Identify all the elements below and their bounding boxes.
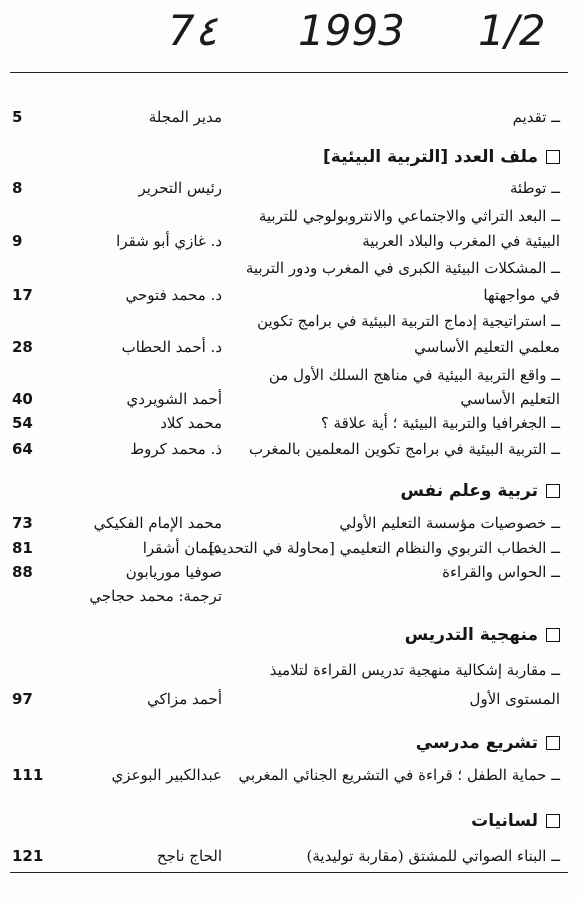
checkbox-square-icon (546, 484, 560, 498)
entry-title: ــ الجغرافيا والتربية البيئية ؛ أية علاقة ؟ (320, 414, 560, 432)
page-number: 111 (12, 766, 44, 784)
toc-row (0, 203, 582, 231)
section-heading (0, 144, 582, 174)
toc-row (0, 334, 582, 362)
toc-row (0, 583, 582, 611)
section-title: تشريع مدرسي (415, 733, 538, 753)
entry-title: ــ حماية الطفل ؛ قراءة في التشريع الجنائي المغربي (238, 766, 560, 784)
page-number: 9 (12, 232, 23, 250)
entry-title: ــ البناء الصواتي للمشتق (مقاربة توليدية) (306, 847, 560, 865)
page-number: 64 (12, 440, 33, 458)
page-number: 73 (12, 514, 33, 532)
checkbox-square-icon (546, 814, 560, 828)
entry-title: البيئية في المغرب والبلاد العربية (362, 232, 560, 250)
section-heading (0, 478, 582, 508)
page-number: 40 (12, 390, 33, 408)
section-title: لسانيات (471, 811, 538, 831)
toc-row (0, 686, 582, 714)
toc-row (0, 308, 582, 336)
entry-title: ــ الحواس والقراءة (442, 563, 560, 581)
entry-title: في مواجهتها (483, 286, 560, 304)
section-heading (0, 730, 582, 760)
entry-title: ــ خصوصيات مؤسسة التعليم الأولي (339, 514, 560, 532)
entry-title: معلمي التعليم الأساسي (414, 338, 560, 356)
checkbox-square-icon (546, 150, 560, 164)
page-number: 54 (12, 414, 33, 432)
toc-row (0, 104, 582, 132)
page-number: 88 (12, 563, 33, 581)
page-number: 8 (12, 179, 23, 197)
section-title: منهجية التدريس (404, 625, 538, 645)
author: عثمان أشقرا (142, 539, 222, 557)
toc-row (0, 436, 582, 464)
author: د. غازي أبو شقرا (116, 232, 222, 250)
entry-title: المستوى الأول (469, 690, 560, 708)
toc-row (0, 657, 582, 685)
page-number: 121 (12, 847, 44, 865)
author: د. أحمد الحطاب (121, 338, 222, 356)
handwritten-fraction: 1/2 (478, 6, 546, 55)
top-rule (10, 72, 568, 73)
entry-title: التعليم الأساسي (460, 390, 560, 408)
author: رئيس التحرير (138, 179, 222, 197)
page-number: 97 (12, 690, 33, 708)
author: محمد الإمام الفكيكي (93, 514, 222, 532)
entry-title: ــ الخطاب التربوي والنظام التعليمي [محاولة في التحديد] (208, 539, 560, 557)
toc-row (0, 228, 582, 256)
entry-title: ــ البعد التراثي والاجتماعي والانتروبولوجي للتربية (258, 207, 560, 225)
author: د. محمد فتوحي (125, 286, 222, 304)
entry-title: ــ توطئة (510, 179, 560, 197)
toc-row (0, 255, 582, 283)
checkbox-square-icon (546, 628, 560, 642)
author: ذ. محمد كروط (130, 440, 222, 458)
page-number: 81 (12, 539, 33, 557)
author: أحمد مزاكي (147, 690, 222, 708)
page-number: 28 (12, 338, 33, 356)
author: محمد كلاد (160, 414, 222, 432)
page-number: 17 (12, 286, 33, 304)
entry-title: ــ المشكلات البيئية الكبرى في المغرب ودور التربية (245, 259, 560, 277)
entry-title: ــ واقع التربية البيئية في مناهج السلك الأول من (268, 366, 560, 384)
author: أحمد الشويردي (126, 390, 222, 408)
section-title: ملف العدد [التربية البيئية] (323, 147, 538, 167)
author: عبدالكبير البوعزي (111, 766, 222, 784)
entry-title: ــ التربية البيئية في برامج تكوين المعلمين بالمغرب (249, 440, 560, 458)
section-heading (0, 622, 582, 652)
toc-row (0, 282, 582, 310)
toc-row (0, 843, 582, 871)
translator: ترجمة: محمد حجاجي (89, 587, 222, 605)
toc-row (0, 410, 582, 438)
author: الحاج ناجح (156, 847, 222, 865)
author: مدير المجلة (148, 108, 222, 126)
handwritten-issue-number: 7٤ (168, 6, 218, 55)
section-title: تربية وعلم نفس (400, 481, 538, 501)
bottom-rule (10, 872, 568, 873)
checkbox-square-icon (546, 736, 560, 750)
author: صوفيا موريابون (125, 563, 222, 581)
toc-row (0, 762, 582, 790)
toc-row (0, 510, 582, 538)
entry-title: ــ تقديم (512, 108, 560, 126)
page-number: 5 (12, 108, 23, 126)
entry-title: ــ استراتيجية إدماج التربية البيئية في برامج تكوين (257, 312, 560, 330)
section-heading (0, 808, 582, 838)
entry-title: ــ مقاربة إشكالية منهجية تدريس القراءة لتلاميذ (269, 661, 560, 679)
handwritten-year: 1993 (298, 6, 405, 55)
toc-row (0, 175, 582, 203)
